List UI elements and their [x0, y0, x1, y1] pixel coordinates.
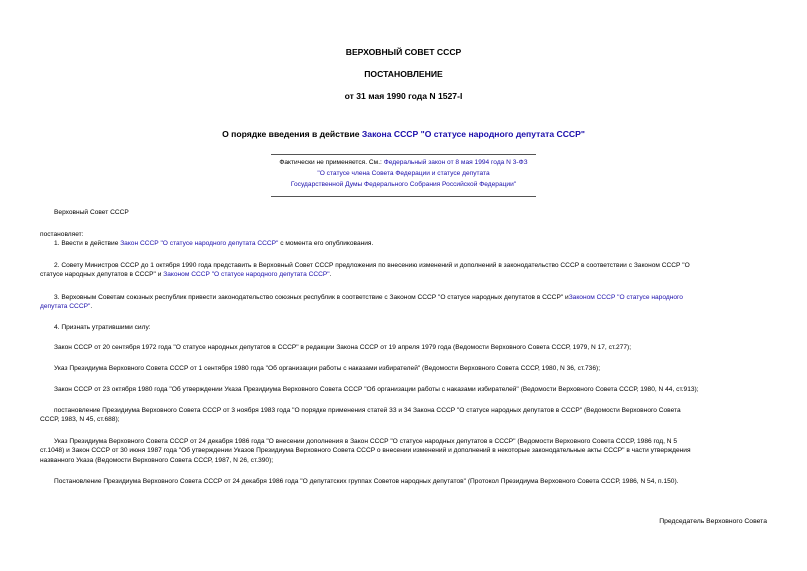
paragraph-3-law-link[interactable]: Законом СССР "О статусе народного — [568, 294, 683, 301]
intro-text: Верховный Совет СССР — [54, 209, 129, 216]
title-prefix: О порядке введения в действие — [222, 129, 362, 139]
repealed-item-5-line-3: названного Указа (Ведомости Верховного Совета СССР, 1987, N 26, ст.390); — [40, 457, 274, 464]
paragraph-2-law-link[interactable]: Законом СССР "О статусе народного депутата СССР" — [163, 271, 330, 278]
paragraph-1-law-link[interactable]: Закон СССР "О статусе народного депутата СССР" — [120, 240, 279, 247]
document-title — [0, 129, 807, 139]
note-federal-law-link-end[interactable]: Государственной Думы Федерального Собрания Российской Федерации" — [290, 181, 517, 188]
note-federal-law-link[interactable]: Федеральный закон от 8 мая 1994 года N 3-ФЗ — [383, 159, 528, 166]
repealed-item-3: Закон СССР от 23 октября 1980 года "Об утверждении Указа Президиума Верховного Совета СССР "Об организации работы с наказами избирателей" (Ведомости Верховного Совета СССР, 1980, N 44, ст.913); — [54, 386, 699, 393]
status-note — [271, 154, 536, 199]
paragraph-2-line-2 — [40, 270, 331, 280]
repealed-item-4-line-2: СССР, 1983, N 45, ст.688); — [40, 416, 120, 423]
repealed-item-5-line-2: ст.1048) и Закон СССР от 30 июня 1987 года "Об утверждении Указов Президиума Верховного Совета СССР о внесении изменений и дополнений в некоторые законодательные акты СССР" в части утверждения — [40, 447, 691, 454]
paragraph-2-suffix: . — [329, 271, 332, 278]
repealed-item-1: Закон СССР от 20 сентября 1972 года "О статусе народных депутатов в СССР" в редакции Закона СССР от 19 апреля 1979 года (Ведомости Верховного Совета СССР, 1979, N 17, ст.277); — [54, 344, 632, 351]
repealed-item-4-line-1: постановление Президиума Верховного Совета СССР от 3 ноября 1983 года "О порядке применения статей 33 и 34 Закона СССР "О статусе народных депутатов в СССР" (Ведомости Верховного Совета — [54, 407, 681, 414]
note-top-divider — [271, 154, 536, 155]
paragraph-3-suffix: . — [90, 303, 93, 310]
paragraph-2-line-1: 2. Совету Министров СССР до 1 октября 1990 года представить в Верховный Совет СССР предложения по внесению изменений и дополнений в законодательство СССР в соответствии с Законом СССР "О — [54, 262, 690, 269]
repealed-item-6: Постановление Президиума Верховного Совета СССР от 24 декабря 1986 года "О депутатских группах Советов народных депутатов" (Протокол Президиума Верховного Совета СССР, 1986, N 54, п.150). — [54, 478, 679, 485]
note-bottom-divider — [271, 196, 536, 197]
paragraph-1-prefix: 1. Ввести в действие — [54, 240, 121, 247]
document-date-number: от 31 мая 1990 года N 1527-I — [344, 91, 463, 101]
note-federal-law-link-cont[interactable]: "О статусе члена Совета Федерации и статусе депутата — [317, 170, 490, 177]
paragraph-2-prefix: статусе народных депутатов в СССР" и — [40, 271, 164, 278]
paragraph-3-line-2 — [40, 302, 92, 312]
paragraph-1 — [54, 239, 373, 249]
resolves-text: постановляет: — [40, 231, 84, 238]
issuing-body: ВЕРХОВНЫЙ СОВЕТ СССР — [345, 47, 462, 57]
paragraph-3-prefix: 3. Верховным Советам союзных республик привести законодательство союзных республик в соответствие с Законом СССР "О статусе народных депутатов в СССР" и — [54, 294, 569, 301]
paragraph-3-line-1 — [54, 293, 683, 303]
repealed-item-2: Указ Президиума Верховного Совета СССР от 1 сентября 1980 года "Об организации работы с наказами избирателей" (Ведомости Верховного Совета СССР, 1980, N 36, ст.736); — [54, 365, 601, 372]
repealed-item-5-line-1: Указ Президиума Верховного Совета СССР от 24 декабря 1986 года "О внесении дополнения в Закон СССР "О статусе народных депутатов в СССР" (Ведомости Верховного Совета СССР, 1986 год, N 5 — [54, 438, 678, 445]
title-law-link[interactable]: Закона СССР "О статусе народного депутата СССР" — [361, 129, 585, 139]
document-type: ПОСТАНОВЛЕНИЕ — [364, 69, 443, 79]
note-prefix: Фактически не применяется. См.: — [279, 159, 384, 166]
note-line-2 — [271, 170, 536, 177]
note-line-3 — [271, 181, 536, 188]
note-line-1 — [271, 159, 536, 166]
signature-block: Председатель Верховного Совета — [659, 518, 767, 525]
paragraph-3-law-link-cont[interactable]: депутата СССР" — [40, 303, 91, 310]
paragraph-4: 4. Признать утратившими силу: — [54, 324, 151, 331]
paragraph-1-suffix: с момента его опубликования. — [278, 240, 374, 247]
